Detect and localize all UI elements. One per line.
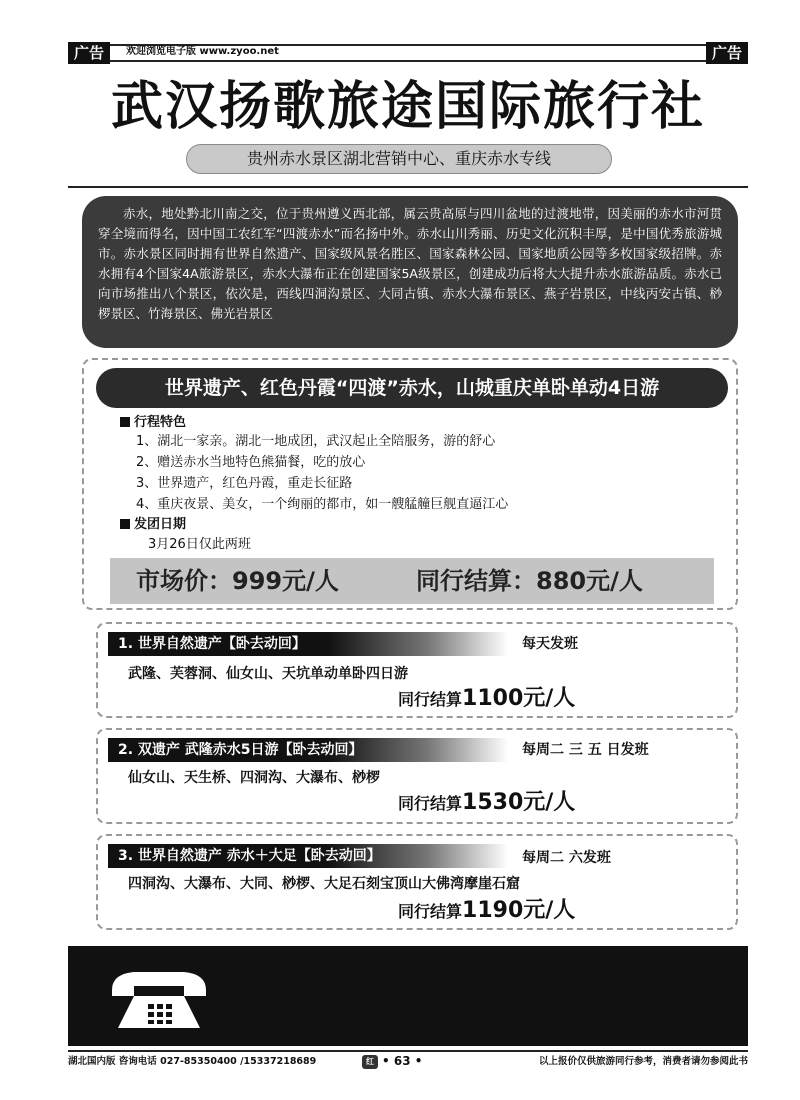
route-frequency-2: 每周二 三 五 日发班 — [522, 742, 649, 758]
route-price-value-2: 1530元/人 — [462, 790, 576, 815]
contact-person: 联系人：李茜 18062144282 15957680069 — [212, 984, 639, 1005]
footer-right: 以上报价仅供旅游同行参考，消费者请勿参阅此书 — [538, 1056, 748, 1067]
route-price-value-3: 1190元/人 — [462, 898, 576, 923]
route-places-1: 武隆、芙蓉洞、仙女山、天坑单动单卧四日游 — [128, 666, 408, 682]
contact-qq: QQ：1638357624 3122917438 3183368462 — [212, 1010, 684, 1031]
feature-item-4: 4、重庆夜景、美女，一个绚丽的都市，如一艘艋艟巨舰直逼江心 — [136, 497, 509, 512]
route-places-3: 四洞沟、大瀑布、大同、桫椤、大足石刻宝顶山大佛湾摩崖石窟 — [128, 876, 520, 892]
route-places-2: 仙女山、天生桥、四洞沟、大瀑布、桫椤 — [128, 770, 380, 786]
route-price-2 — [398, 790, 575, 817]
route-title-3: 3. 世界自然遗产 赤水＋大足【卧去动回】 — [108, 844, 508, 868]
telephone-icon — [104, 966, 214, 1032]
route-title-1: 1. 世界自然遗产【卧去动回】 — [108, 632, 508, 656]
route-price-label-3: 同行结算 — [398, 902, 463, 921]
footer-left: 湖北国内版 咨询电话 027-85350400 /15337218689 — [68, 1056, 317, 1067]
departure-date: 3月26日仅此两班 — [148, 537, 251, 552]
intro-text: 赤水，地处黔北川南之交，位于贵州遵义西北部，属云贵高原与四川盆地的过渡地带，因美丽的赤水市河贯穿全境而得名，因中国工农红军“四渡赤水”而名扬中外。赤水山川秀丽、历史文化沉积丰厚，是中国优秀旅游城市。赤水景区同时拥有世界自然遗产、国家级风景名胜区、国家森林公园、国家地质公园等多枚国家级招牌。赤水拥有4个国家4A旅游景区，赤水大瀑布正在创建国家5A级景区，创建成功后将大大提升赤水旅游品质。赤水已向市场推出八个景区，依次是，西线四洞沟景区、大同古镇、赤水大瀑布景区、燕子岩景区，中线丙安古镇、桫椤景区、竹海景区、佛光岩景区 — [82, 196, 738, 348]
ad-tag-left: 广告 — [68, 42, 110, 64]
ad-tag-right: 广告 — [706, 42, 748, 64]
header-url-text: 欢迎浏览电子版 www.zyoo.net — [126, 46, 279, 57]
departure-heading-label: 发团日期 — [134, 517, 187, 532]
divider — [68, 186, 748, 188]
page-number-text: • 63 • — [382, 1054, 423, 1068]
route-price-value-1: 1100元/人 — [462, 686, 576, 711]
bullet-square-icon — [120, 519, 130, 529]
route-price-1 — [398, 686, 575, 713]
features-heading — [120, 414, 186, 432]
departure-heading — [120, 516, 186, 534]
route-price-label-1: 同行结算 — [398, 690, 463, 709]
route-price-3 — [398, 898, 575, 925]
features-heading-label: 行程特色 — [134, 415, 187, 430]
page-number — [362, 1052, 422, 1070]
route-price-label-2: 同行结算 — [398, 794, 463, 813]
page-badge-icon: 红 — [362, 1055, 378, 1069]
price-bar — [110, 558, 714, 604]
bullet-square-icon — [120, 417, 130, 427]
feature-item-3: 3、世界遗产，红色丹霞，重走长征路 — [136, 476, 353, 491]
main-tour-banner: 世界遗产、红色丹霞“四渡”赤水，山城重庆单卧单动4日游 — [96, 368, 728, 408]
route-frequency-1: 每天发班 — [522, 636, 578, 652]
feature-item-1: 1、湖北一家亲。湖北一地成团，武汉起止全陪服务，游的舒心 — [136, 434, 496, 449]
market-price: 市场价：999元/人 — [136, 567, 339, 595]
trade-price: 同行结算：880元/人 — [416, 567, 643, 595]
feature-item-2: 2、赠送赤水当地特色熊猫餐，吃的放心 — [136, 455, 366, 470]
route-title-2: 2. 双遗产 武隆赤水5日游【卧去动回】 — [108, 738, 508, 762]
route-frequency-3: 每周二 六发班 — [522, 850, 611, 866]
subtitle-bar: 贵州赤水景区湖北营销中心、重庆赤水专线 — [186, 144, 612, 174]
company-title: 武汉扬歌旅途国际旅行社 — [110, 76, 705, 137]
contact-tel-fax: TEL：027-82267461 FAX：027-82267696 — [212, 958, 652, 979]
